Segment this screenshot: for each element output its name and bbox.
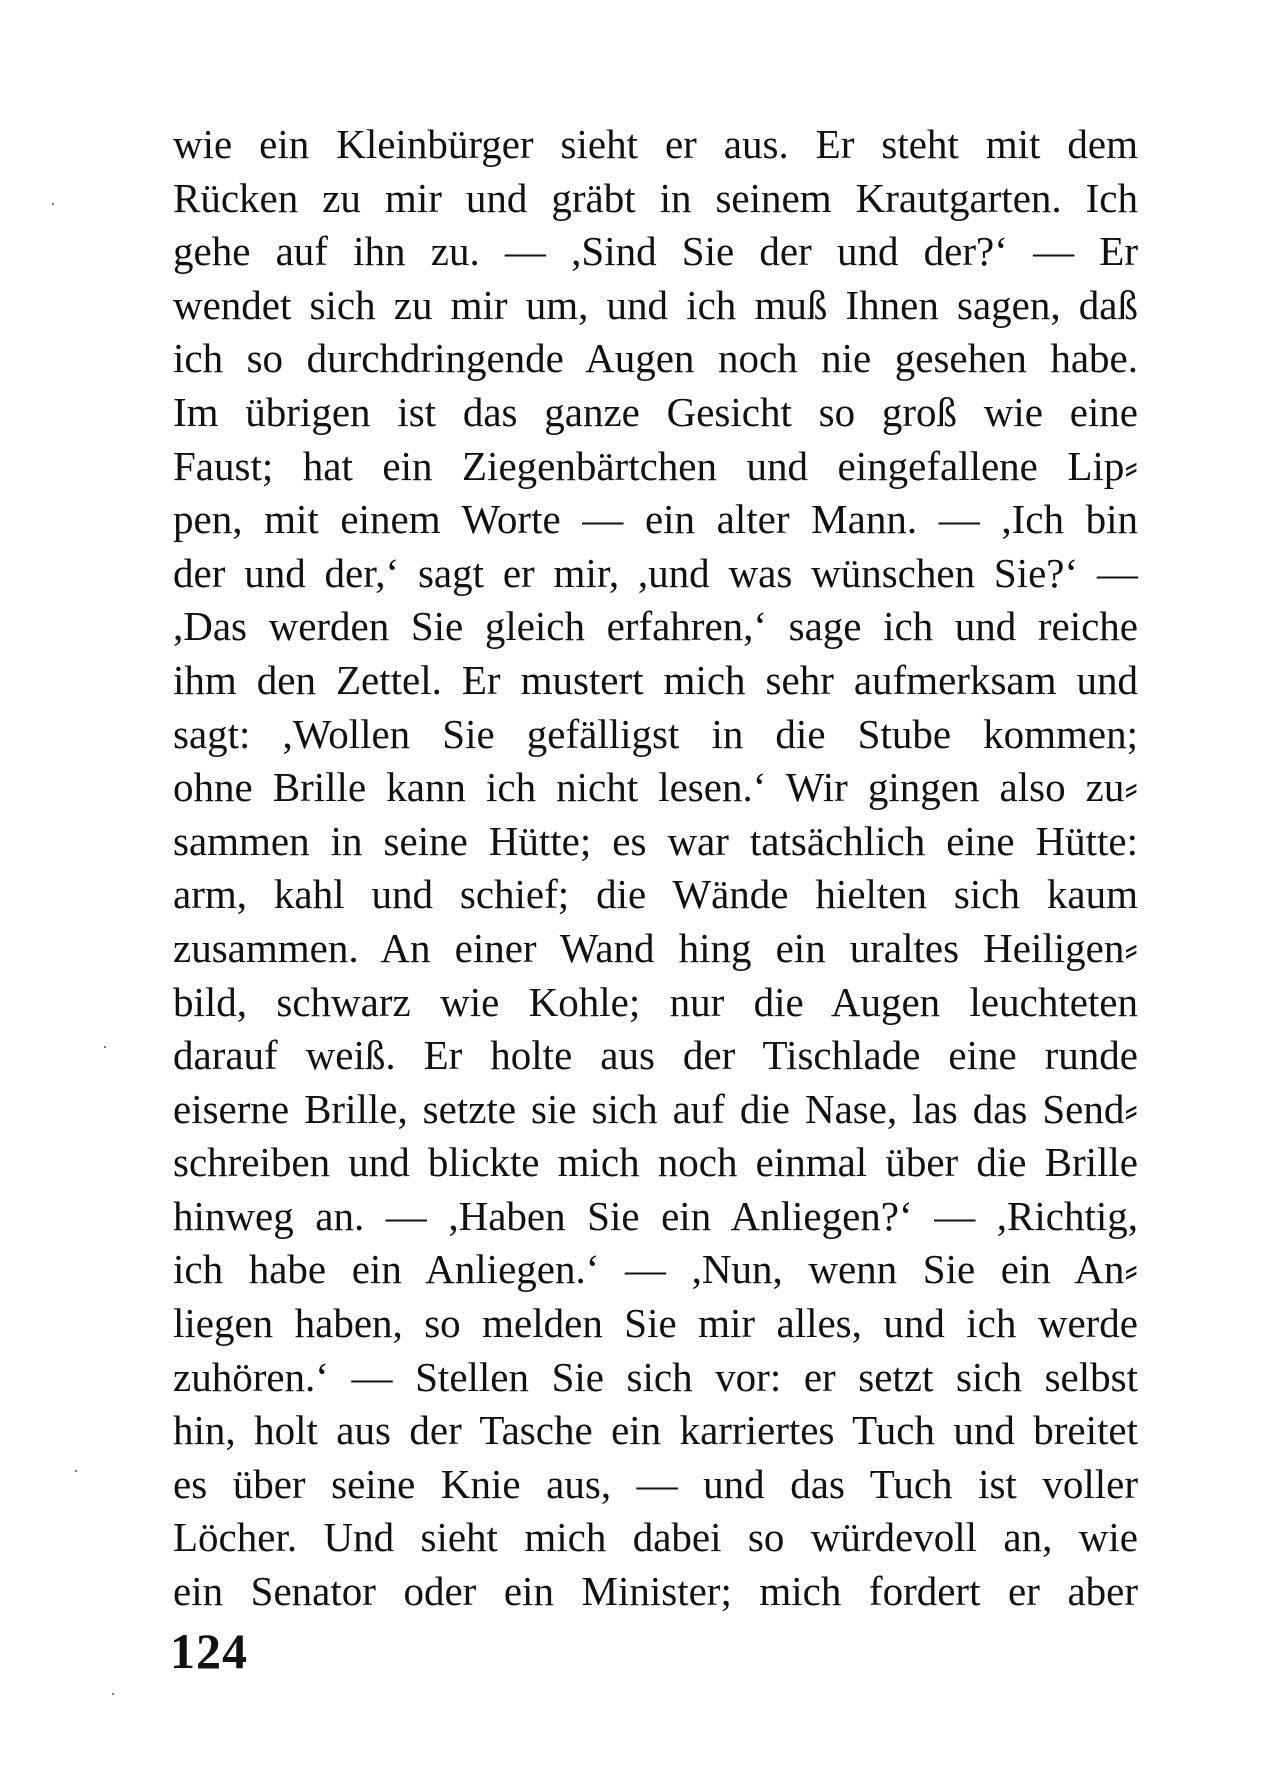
text-line: arm, kahl und schief; die Wände hielten sich kaum bbox=[173, 871, 1138, 918]
text-line: ihm den Zettel. Er mustert mich sehr aufmerksam und bbox=[173, 656, 1138, 703]
scan-speck bbox=[52, 203, 54, 205]
scan-speck bbox=[75, 1470, 77, 1472]
text-line: gehe auf ihn zu. — ,Sind Sie der und der?‘ — Er bbox=[173, 228, 1138, 275]
text-line: der und der,‘ sagt er mir, ,und was wünschen Sie?‘ — bbox=[173, 549, 1138, 596]
text-line: Löcher. Und sieht mich dabei so würdevoll an, wie bbox=[173, 1514, 1138, 1561]
text-line: es über seine Knie aus, — und das Tuch ist voller bbox=[173, 1460, 1138, 1507]
text-line: zusammen. An einer Wand hing ein uraltes Heiligen⸗ bbox=[173, 924, 1138, 971]
text-line: zuhören.‘ — Stellen Sie sich vor: er setzt sich selbst bbox=[173, 1353, 1138, 1400]
text-line: hinweg an. — ,Haben Sie ein Anliegen?‘ — ,Richtig, bbox=[173, 1192, 1138, 1239]
text-line: ich so durchdringende Augen noch nie gesehen habe. bbox=[173, 335, 1138, 382]
text-line: bild, schwarz wie Kohle; nur die Augen leuchteten bbox=[173, 978, 1138, 1025]
text-line: Im übrigen ist das ganze Gesicht so groß wie eine bbox=[173, 388, 1138, 435]
text-line: hin, holt aus der Tasche ein karriertes Tuch und breitet bbox=[173, 1407, 1138, 1454]
page-number: 124 bbox=[170, 1623, 248, 1679]
text-line: Rücken zu mir und gräbt in seinem Krautgarten. Ich bbox=[173, 174, 1138, 221]
text-line: sagt: ,Wollen Sie gefälligst in die Stube kommen; bbox=[173, 710, 1138, 757]
text-line: ich habe ein Anliegen.‘ — ,Nun, wenn Sie ein An⸗ bbox=[173, 1246, 1138, 1293]
text-line: ,Das werden Sie gleich erfahren,‘ sage ich und reiche bbox=[173, 603, 1138, 650]
text-line: schreiben und blickte mich noch einmal über die Brille bbox=[173, 1139, 1138, 1186]
text-line: darauf weiß. Er holte aus der Tischlade eine runde bbox=[173, 1032, 1138, 1079]
text-line: wendet sich zu mir um, und ich muß Ihnen sagen, daß bbox=[173, 281, 1138, 328]
text-line: Faust; hat ein Ziegenbärtchen und eingefallene Lip⸗ bbox=[173, 442, 1138, 489]
scan-speck bbox=[112, 1693, 114, 1695]
text-line: ein Senator oder ein Minister; mich fordert er aber bbox=[173, 1568, 1138, 1615]
text-line: liegen haben, so melden Sie mir alles, und ich werde bbox=[173, 1300, 1138, 1347]
scan-speck bbox=[104, 1046, 106, 1048]
body-text bbox=[173, 118, 1138, 1619]
text-line: ohne Brille kann ich nicht lesen.‘ Wir gingen also zu⸗ bbox=[173, 764, 1138, 811]
text-line: pen, mit einem Worte — ein alter Mann. — ,Ich bin bbox=[173, 496, 1138, 543]
text-line: sammen in seine Hütte; es war tatsächlich eine Hütte: bbox=[173, 817, 1138, 864]
text-line: wie ein Kleinbürger sieht er aus. Er steht mit dem bbox=[173, 121, 1138, 167]
text-line: eiserne Brille, setzte sie sich auf die Nase, las das Send⸗ bbox=[173, 1085, 1138, 1132]
